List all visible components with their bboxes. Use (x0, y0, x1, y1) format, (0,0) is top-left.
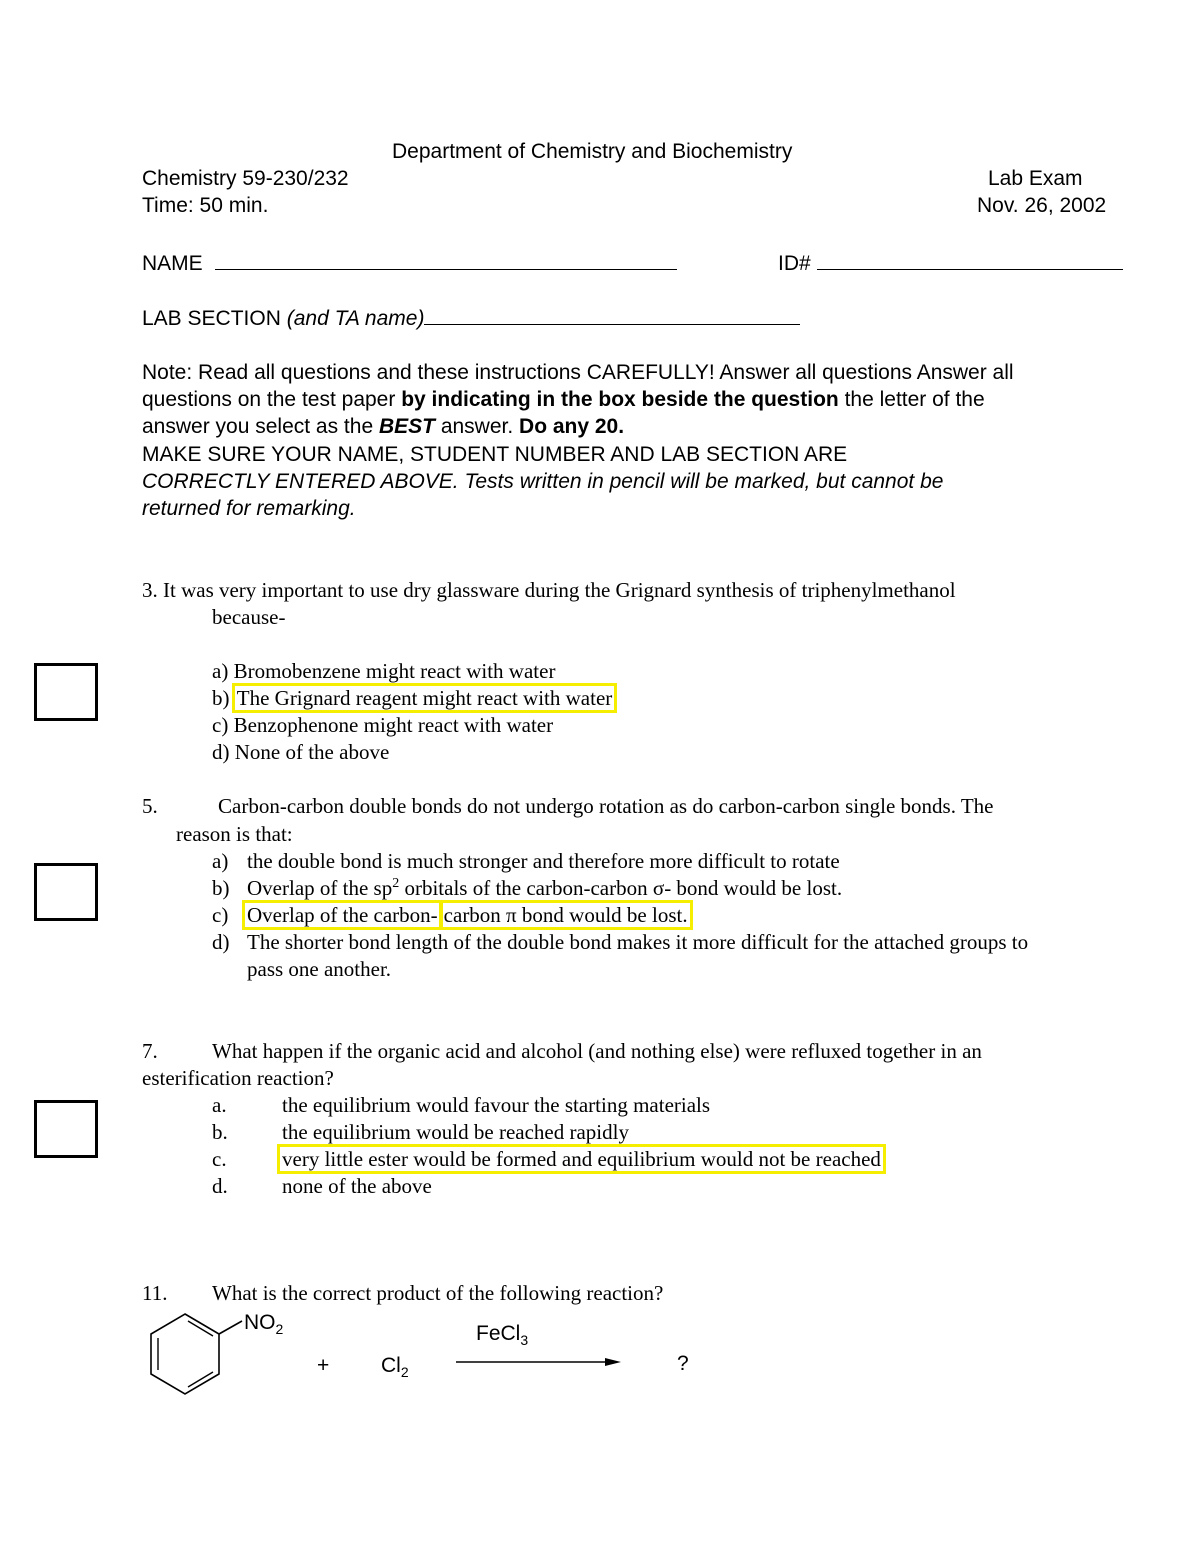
catalyst-label (476, 1322, 528, 1348)
q3-stem-cont: because- (212, 605, 286, 629)
substituent-bond (219, 1321, 242, 1334)
benzene-ring (151, 1314, 219, 1394)
id-input-line[interactable] (817, 249, 1123, 270)
q7-option-b-label: b. (212, 1120, 228, 1144)
q5-option-c-highlight-2: carbon π bond would be lost. (443, 903, 688, 927)
q5-option-c (245, 903, 690, 928)
exam-date: Nov. 26, 2002 (977, 194, 1107, 217)
q5-option-d-cont: pass one another. (247, 957, 392, 981)
note-line-2 (142, 388, 985, 412)
note-line-1: Note: Read all questions and these instructions CAREFULLY! Answer all questions Answer all (142, 361, 1014, 384)
nitro-group-label (244, 1311, 283, 1337)
name-field-row (142, 249, 677, 276)
question-text: It was very important to use dry glassware during the Grignard synthesis of triphenylmethanol (163, 578, 956, 602)
q7-option-b: the equilibrium would be reached rapidly (282, 1120, 629, 1144)
q5-option-c-highlight-1: Overlap of the carbon- (247, 903, 438, 927)
name-input-line[interactable] (215, 249, 677, 270)
q5-option-d-label: d) (212, 930, 230, 954)
exam-type: Lab Exam (988, 167, 1083, 190)
q3-option-d: d) None of the above (212, 740, 390, 764)
option-text: Overlap of the sp (247, 876, 393, 900)
q5-option-b-label: b) (212, 876, 230, 900)
department-title: Department of Chemistry and Biochemistry (392, 140, 793, 163)
chlorine-reagent (381, 1354, 409, 1380)
note-line-3 (142, 415, 624, 439)
q5-option-b (247, 876, 842, 901)
q5-option-a: the double bond is much stronger and therefore more difficult to rotate (247, 849, 840, 873)
q7-stem: What happen if the organic acid and alcohol (and nothing else) were refluxed together in an (212, 1039, 982, 1063)
plus-sign: + (317, 1354, 330, 1377)
question-number: 3. (142, 578, 158, 602)
note-text: questions on the test paper (142, 388, 402, 411)
substituent-text: NO (244, 1311, 276, 1334)
id-label: ID# (778, 252, 811, 275)
lab-section-input-line[interactable] (424, 304, 800, 325)
q11-stem: What is the correct product of the following reaction? (212, 1281, 664, 1305)
note-text: the letter of the (838, 388, 985, 411)
lab-section-field-row (142, 304, 800, 331)
q7-stem-cont: esterification reaction? (142, 1066, 334, 1090)
q5-option-c-label: c) (212, 903, 229, 927)
q5-stem-cont: reason is that: (176, 822, 293, 846)
q5-answer-box[interactable] (34, 863, 98, 921)
catalyst-text: FeCl (476, 1322, 521, 1345)
q11-number: 11. (142, 1281, 168, 1305)
note-line-6 (142, 497, 356, 521)
q3-stem (142, 578, 956, 603)
subscript: 3 (520, 1332, 529, 1349)
note-do-any: Do any 20. (519, 415, 625, 438)
subscript: 2 (275, 1321, 284, 1338)
option-label: b) (212, 686, 235, 710)
q3-option-a: a) Bromobenzene might react with water (212, 659, 556, 683)
note-line-5 (142, 470, 943, 494)
reaction-arrow-icon (455, 1354, 625, 1370)
q3-option-b (212, 686, 614, 711)
subscript: 2 (400, 1364, 409, 1381)
course-code: Chemistry 59-230/232 (142, 167, 349, 190)
lab-section-note: (and TA name) (286, 307, 425, 330)
q7-option-d-label: d. (212, 1174, 228, 1198)
note-text: answer. (434, 415, 520, 438)
q7-option-d: none of the above (282, 1174, 432, 1198)
exam-time: Time: 50 min. (142, 194, 269, 217)
lab-section-label: LAB SECTION (142, 307, 281, 330)
q5-option-d: The shorter bond length of the double bond makes it more difficult for the attached groups to (247, 930, 1029, 954)
note-text: answer you select as the (142, 415, 379, 438)
note-text: CORRECTLY ENTERED ABOVE. (142, 470, 459, 493)
note-emphasis: by indicating in the box beside the question (401, 388, 839, 411)
q5-stem: Carbon-carbon double bonds do not undergo rotation as do carbon-carbon single bonds. The (218, 794, 994, 818)
q7-option-c-label: c. (212, 1147, 227, 1171)
option-text: orbitals of the carbon-carbon σ- bond would be lost. (399, 876, 843, 900)
q3-answer-box[interactable] (34, 663, 98, 721)
note-best: BEST (378, 415, 435, 438)
name-label: NAME (142, 252, 203, 275)
note-line-4: MAKE SURE YOUR NAME, STUDENT NUMBER AND LAB SECTION ARE (142, 443, 848, 466)
q7-option-c-highlight: very little ester would be formed and equilibrium would not be reached (282, 1147, 881, 1171)
superscript: 2 (392, 876, 400, 891)
nitrobenzene-structure (140, 1305, 260, 1405)
reagent-text: Cl (381, 1354, 401, 1377)
q7-option-a: the equilibrium would favour the starting materials (282, 1093, 711, 1117)
q3-option-b-highlight: The Grignard reagent might react with water (236, 686, 613, 710)
q7-number: 7. (142, 1039, 158, 1063)
q7-option-c (280, 1147, 883, 1172)
id-field-row (778, 249, 1123, 276)
q5-option-a-label: a) (212, 849, 229, 873)
product-unknown: ? (677, 1352, 689, 1375)
note-text: returned for remarking. (142, 497, 356, 520)
note-text: Tests written in pencil will be marked, but cannot be (458, 470, 944, 493)
q3-option-c: c) Benzophenone might react with water (212, 713, 554, 737)
q5-number: 5. (142, 794, 158, 818)
q7-answer-box[interactable] (34, 1100, 98, 1158)
q7-option-a-label: a. (212, 1093, 227, 1117)
